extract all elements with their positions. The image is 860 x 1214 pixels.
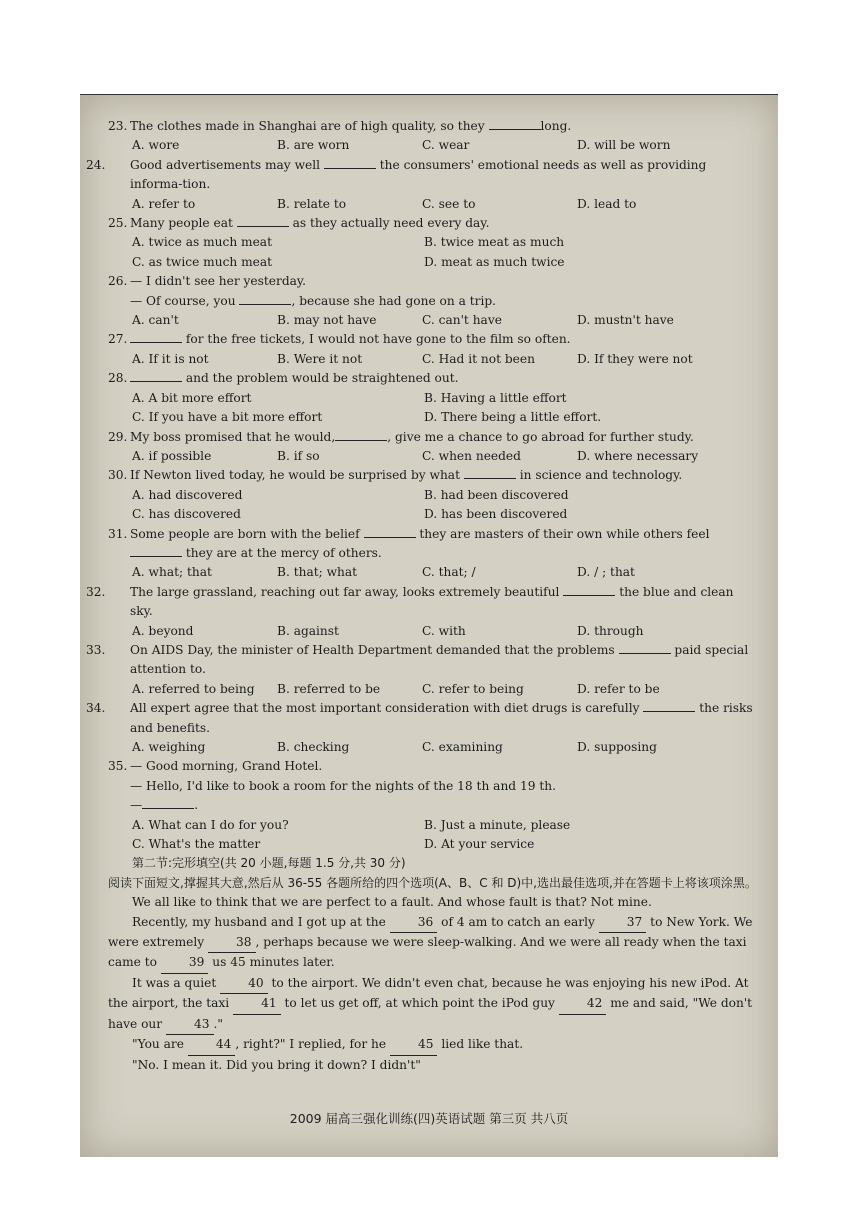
- option-b: B. Having a little effort: [424, 390, 567, 405]
- option-c: C. with: [422, 623, 466, 638]
- option-a: A. can't: [132, 313, 179, 328]
- option-a: A. What can I do for you?: [132, 817, 289, 832]
- option-d: D. will be worn: [577, 138, 671, 153]
- option-b: B. checking: [277, 740, 350, 754]
- answer-blank: [130, 330, 182, 343]
- option-c: C. has discovered: [132, 507, 241, 522]
- option-c: C. wear: [422, 138, 470, 153]
- answer-blank: [489, 117, 541, 130]
- option-b: B. Just a minute, please: [424, 817, 571, 832]
- option-a: A. If it is not: [132, 351, 209, 366]
- answer-blank: [464, 466, 516, 479]
- page-content: [86, 117, 758, 1075]
- options-row: [108, 563, 758, 582]
- options-grid: [108, 816, 758, 855]
- question-27: 27. for the free tickets, I would not have gone to the film so often. A. If it is not B. Were it not C. Had it not been D. If they were not: [108, 330, 758, 369]
- passage-paragraph-1: We all like to think that we are perfect to a fault. And whose fault is that? Not mine.: [132, 895, 652, 910]
- option-d: D. At your service: [424, 837, 535, 852]
- cloze-blank-44: 44: [188, 1035, 236, 1055]
- question-35: 35. — Good morning, Grand Hotel. — Hello, I'd like to book a room for the nights of the 18 th and 19 th. — . A. What can I do for you? B. Just a minute, please C. What's the matter D. At your service: [108, 757, 758, 854]
- option-b: B. are worn: [277, 138, 350, 153]
- options-row: [108, 680, 758, 699]
- option-c: C. refer to being: [422, 681, 524, 696]
- option-a: A. what; that: [132, 565, 212, 580]
- question-25: 25. Many people eat as they actually need every day. A. twice as much meat B. twice meat as much C. as twice much meat D. meat as much twice: [108, 214, 758, 272]
- options-row: [108, 447, 758, 466]
- option-d: D. There being a little effort.: [424, 410, 602, 425]
- option-c: C. If you have a bit more effort: [132, 410, 323, 425]
- option-d: D. where necessary: [577, 448, 699, 463]
- answer-blank: [335, 428, 387, 441]
- option-d: D. / ; that: [577, 565, 635, 580]
- question-33: 33. On AIDS Day, the minister of Health Department demanded that the problems paid special attention to. A. referred to being B. referred to be C. refer to being D. refer to be: [108, 641, 758, 699]
- section-heading: 第二节:完形填空(共 20 小题,每题 1.5 分,共 30 分): [132, 856, 406, 871]
- option-d: D. If they were not: [577, 351, 693, 366]
- answer-blank: [130, 369, 182, 382]
- option-d: D. mustn't have: [577, 313, 674, 328]
- answer-blank: [237, 214, 289, 227]
- option-d: D. lead to: [577, 196, 637, 211]
- option-c: C. What's the matter: [132, 837, 261, 852]
- answer-blank: [324, 156, 376, 169]
- options-row: [108, 622, 758, 641]
- answer-blank: [239, 292, 291, 305]
- question-26: 26. — I didn't see her yesterday. — Of course, you , because she had gone on a trip. A. can't B. may not have C. can't have D. mustn't have: [108, 272, 758, 330]
- option-a: A. beyond: [132, 623, 194, 638]
- option-a: A. twice as much meat: [132, 235, 272, 250]
- option-a: A. referred to being: [132, 681, 255, 696]
- options-row: [108, 136, 758, 155]
- cloze-blank-42: 42: [559, 994, 607, 1014]
- option-d: D. meat as much twice: [424, 254, 565, 269]
- question-23: 23. The clothes made in Shanghai are of high quality, so they long. A. wore B. are worn C. wear D. will be worn: [108, 117, 758, 156]
- cloze-blank-43: 43: [166, 1015, 214, 1035]
- option-b: B. relate to: [277, 196, 347, 211]
- cloze-blank-40: 40: [220, 974, 268, 994]
- option-d: D. has been discovered: [424, 507, 568, 522]
- option-b: B. had been discovered: [424, 487, 569, 502]
- cloze-blank-36: 36: [390, 913, 438, 933]
- question-34: 34. All expert agree that the most important consideration with diet drugs is carefully the risks and benefits. A. weighing B. checking C. examining D. supposing: [108, 699, 758, 757]
- option-d: D. refer to be: [577, 681, 660, 696]
- option-c: C. as twice much meat: [132, 254, 273, 269]
- option-c: C. when needed: [422, 448, 521, 463]
- option-a: A. wore: [132, 138, 180, 153]
- option-a: A. had discovered: [132, 487, 243, 502]
- question-stem: The clothes made in Shanghai are of high quality, so they: [130, 119, 485, 133]
- passage-paragraph-3: It was a quiet 40 to the airport. We didn't even chat, because he was enjoying his new iPod. At the airport, the taxi 41 to let us get off, at which point the iPod guy 42 me and said, "We don't have our 43 .": [108, 974, 758, 1035]
- passage-paragraph-2: Recently, my husband and I got up at the 36 of 4 am to catch an early 37 to New York. We were extremely 38 , perhaps because we were sleep-walking. And we were all ready when the taxi came to 39 us 45 minutes later.: [108, 913, 758, 974]
- options-grid: [108, 233, 758, 272]
- answer-blank: [364, 525, 416, 538]
- option-c: C. examining: [422, 740, 503, 754]
- option-b: B. against: [277, 623, 339, 638]
- option-c: C. see to: [422, 196, 476, 211]
- section-instruction: 阅读下面短文,撑握其大意,然后从 36-55 各题所给的四个选项(A、B、C 和 D)中,选出最佳选项,并在答题卡上将该项涂黑。: [108, 875, 757, 890]
- option-b: B. Were it not: [277, 351, 363, 366]
- passage-paragraph-4: "You are 44 , right?" I replied, for he 45 lied like that.: [108, 1035, 758, 1055]
- answer-blank: [643, 699, 695, 712]
- question-32: 32. The large grassland, reaching out far away, looks extremely beautiful the blue and clean sky. A. beyond B. against C. with D. through: [108, 583, 758, 641]
- option-d: D. through: [577, 623, 644, 638]
- question-24: 24. Good advertisements may well the consumers' emotional needs as well as providing informa-tion. A. refer to B. relate to C. see to D. lead to: [108, 156, 758, 214]
- cloze-blank-38: 38: [208, 933, 256, 953]
- option-b: B. referred to be: [277, 681, 381, 696]
- answer-blank: [130, 544, 182, 557]
- option-b: B. may not have: [277, 313, 377, 328]
- option-d: D. supposing: [577, 740, 657, 754]
- option-b: B. that; what: [277, 565, 358, 580]
- page-footer: 2009 届高三强化训练(四)英语试题 第三页 共八页: [289, 1111, 569, 1126]
- answer-blank: [142, 796, 194, 809]
- option-a: A. if possible: [132, 448, 212, 463]
- cloze-blank-37: 37: [599, 913, 647, 933]
- question-31: 31. Some people are born with the belief they are masters of their own while others feel they are at the mercy of others. A. what; that B. that; what C. that; / D. / ; that: [108, 525, 758, 583]
- question-28: 28. and the problem would be straightened out. A. A bit more effort B. Having a little effort C. If you have a bit more effort D. There being a little effort.: [108, 369, 758, 427]
- option-c: C. that; /: [422, 565, 476, 580]
- option-a: A. refer to: [132, 196, 196, 211]
- answer-blank: [563, 583, 615, 596]
- options-grid: [108, 389, 758, 428]
- options-row: [108, 738, 758, 757]
- options-row: [108, 311, 758, 330]
- question-29: 29. My boss promised that he would, , give me a chance to go abroad for further study. A. if possible B. if so C. when needed D. where necessary: [108, 428, 758, 467]
- cloze-blank-45: 45: [390, 1035, 438, 1055]
- cloze-blank-39: 39: [161, 953, 209, 973]
- options-row: [108, 350, 758, 369]
- option-a: A. A bit more effort: [132, 390, 252, 405]
- cloze-blank-41: 41: [233, 994, 281, 1014]
- answer-blank: [619, 641, 671, 654]
- question-30: 30. If Newton lived today, he would be surprised by what in science and technology. A. had discovered B. had been discovered C. has discovered D. has been discovered: [108, 466, 758, 524]
- options-grid: [108, 486, 758, 525]
- option-a: A. weighing: [132, 740, 206, 754]
- exam-page: [80, 95, 778, 1157]
- option-b: B. twice meat as much: [424, 235, 565, 250]
- option-c: C. Had it not been: [422, 351, 535, 366]
- passage-paragraph-5: "No. I mean it. Did you bring it down? I didn't": [132, 1057, 421, 1072]
- option-c: C. can't have: [422, 313, 502, 328]
- options-row: [108, 195, 758, 214]
- option-b: B. if so: [277, 448, 320, 463]
